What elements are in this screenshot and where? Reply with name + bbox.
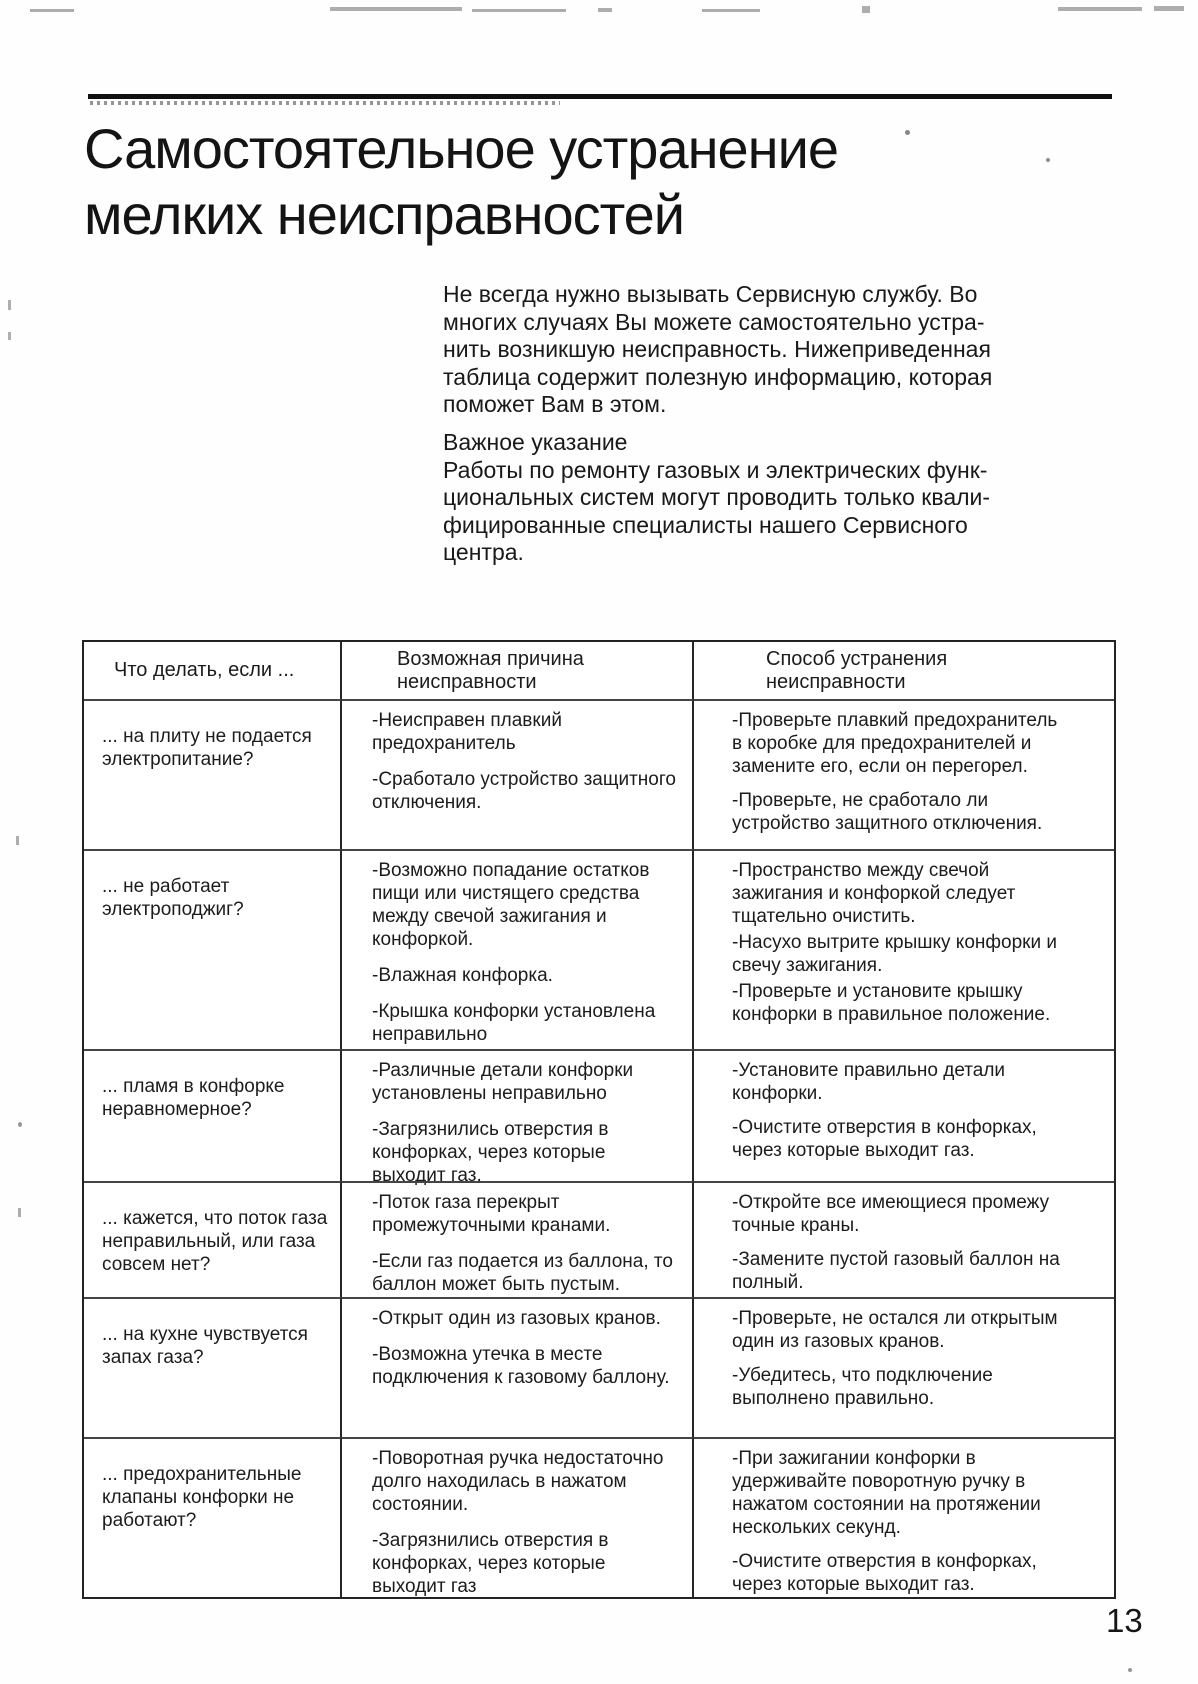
- cause-item: -Возможно попадание остатков пищи или чистящего средства между свечой зажигания и конфоркой.: [372, 860, 650, 950]
- scan-artifact: [8, 300, 11, 310]
- cause-item: -Неисправен плавкий предохранитель: [372, 710, 562, 754]
- top-rule-smudge: [90, 101, 560, 105]
- intro-line: таблица содержит полезную информацию, которая: [443, 363, 993, 390]
- note-line: фицированные специалисты нашего Сервисного: [443, 511, 968, 538]
- cause-item: -Крышка конфорки установлена неправильно: [372, 1001, 656, 1045]
- remedy-item: -Замените пустой газовый баллон на полный.: [732, 1249, 1060, 1293]
- remedies-cell: [694, 699, 1114, 849]
- question-cell: ... кажется, что поток газа неправильный, или газа совсем нет?: [84, 1181, 342, 1297]
- cause-item: -Возможна утечка в месте подключения к газовому баллону.: [372, 1344, 670, 1388]
- page-number: 13: [1106, 1602, 1143, 1639]
- scan-artifact: [1058, 7, 1142, 11]
- page-title-line-1: Самостоятельное устранение: [84, 117, 839, 180]
- scan-artifact: [1128, 1668, 1132, 1672]
- intro-line: нить возникшую неисправность. Нижеприведенная: [443, 336, 991, 362]
- causes-cell: [342, 1437, 694, 1597]
- causes-cell: [342, 1297, 694, 1437]
- cause-item: -Влажная конфорка.: [372, 965, 553, 986]
- note-line: Работы по ремонту газовых и электрических функ-: [443, 456, 988, 483]
- col-header-what-to-do: Что делать, если ...: [84, 642, 342, 699]
- cause-item: -Поворотная ручка недостаточно долго находилась в нажатом состоянии.: [372, 1448, 664, 1515]
- intro-line: Не всегда нужно вызывать Сервисную службу. Во: [443, 281, 978, 307]
- causes-cell: [342, 849, 694, 1049]
- scan-artifact: [862, 6, 870, 13]
- causes-cell: [342, 1181, 694, 1297]
- note-line: циональных систем могут проводить только квали-: [443, 484, 991, 510]
- scan-artifact: [905, 130, 910, 135]
- scan-artifact: [30, 9, 74, 12]
- remedy-item: -При зажигании конфорки в удерживайте поворотную ручку в нажатом состоянии на протяжении нескольких секунд.: [732, 1448, 1041, 1538]
- remedy-item: -Убедитесь, что подключение выполнено правильно.: [732, 1365, 993, 1409]
- page-title-line-2: мелких неисправностей: [84, 183, 685, 246]
- scan-artifact: [702, 9, 760, 12]
- col-header-remedy: Способ устранения неисправности: [766, 647, 948, 693]
- scan-artifact: [18, 1208, 21, 1217]
- note-heading: Важное указание: [443, 429, 628, 455]
- remedy-item: -Установите правильно детали конфорки.: [732, 1060, 1006, 1104]
- remedy-item: -Проверьте, не сработало ли устройство защитного отключения.: [732, 790, 1043, 834]
- remedy-item: -Проверьте плавкий предохранитель в коробке для предохранителей и замените его, если он перегорел.: [732, 710, 1058, 777]
- cause-item: -Поток газа перекрыт промежуточными кранами.: [372, 1192, 611, 1236]
- remedies-cell: [694, 1437, 1114, 1597]
- cause-item: -Сработало устройство защитного отключения.: [372, 769, 676, 813]
- cause-item: -Различные детали конфорки установлены неправильно: [372, 1060, 634, 1104]
- remedy-item: -Проверьте, не остался ли открытым один из газовых кранов.: [732, 1308, 1058, 1352]
- question-cell: ... пламя в конфорке неравномерное?: [84, 1049, 342, 1181]
- scan-artifact: [330, 7, 462, 11]
- causes-cell: [342, 1049, 694, 1186]
- page-title: [84, 116, 838, 248]
- question-cell: ... предохранительные клапаны конфорки не работают?: [84, 1437, 342, 1597]
- remedy-item: -Очистите отверстия в конфорках, через которые выходит газ.: [732, 1117, 1037, 1161]
- remedies-cell: [694, 849, 1114, 1049]
- scan-artifact: [16, 836, 19, 845]
- intro-line: поможет Вам в этом.: [443, 391, 667, 417]
- scan-artifact: [1154, 6, 1184, 11]
- remedy-item: -Пространство между свечой зажигания и конфоркой следует тщательно очистить.: [732, 860, 1016, 927]
- cause-item: -Загрязнились отверстия в конфорках, через которые выходит газ: [372, 1530, 609, 1597]
- causes-cell: [342, 699, 694, 849]
- cause-item: -Загрязнились отверстия в конфорках, через которые выходит газ.: [372, 1119, 609, 1186]
- col-header-possible-cause: Возможная причина неисправности: [342, 642, 694, 699]
- intro-paragraph: [443, 281, 992, 419]
- cause-item: -Если газ подается из баллона, то баллон может быть пустым.: [372, 1251, 673, 1295]
- remedy-item: -Насухо вытрите крышку конфорки и свечу зажигания.: [732, 932, 1057, 976]
- scan-artifact: [598, 8, 612, 12]
- scan-artifact: [1046, 158, 1050, 162]
- scan-artifact: [472, 9, 566, 12]
- question-cell: ... на плиту не подается электропитание?: [84, 699, 342, 849]
- remedy-item: -Откройте все имеющиеся промежу точные краны.: [732, 1192, 1050, 1236]
- remedy-item: -Проверьте и установите крышку конфорки в правильное положение.: [732, 981, 1051, 1025]
- cause-item: -Открыт один из газовых кранов.: [372, 1308, 661, 1329]
- top-rule: [88, 94, 1112, 99]
- intro-line: многих случаях Вы можете самостоятельно устра-: [443, 308, 985, 335]
- remedies-cell: [694, 1049, 1114, 1181]
- important-note: [443, 429, 990, 567]
- note-line: центра.: [443, 539, 524, 565]
- troubleshooting-table: [82, 640, 1116, 1599]
- scan-artifact: [18, 1122, 22, 1127]
- question-cell: ... не работает электроподжиг?: [84, 849, 342, 1049]
- question-cell: ... на кухне чувствуется запах газа?: [84, 1297, 342, 1437]
- remedies-cell: [694, 1297, 1114, 1437]
- remedies-cell: [694, 1181, 1114, 1297]
- scan-artifact: [8, 332, 11, 340]
- remedy-item: -Очистите отверстия в конфорках, через которые выходит газ.: [732, 1551, 1037, 1595]
